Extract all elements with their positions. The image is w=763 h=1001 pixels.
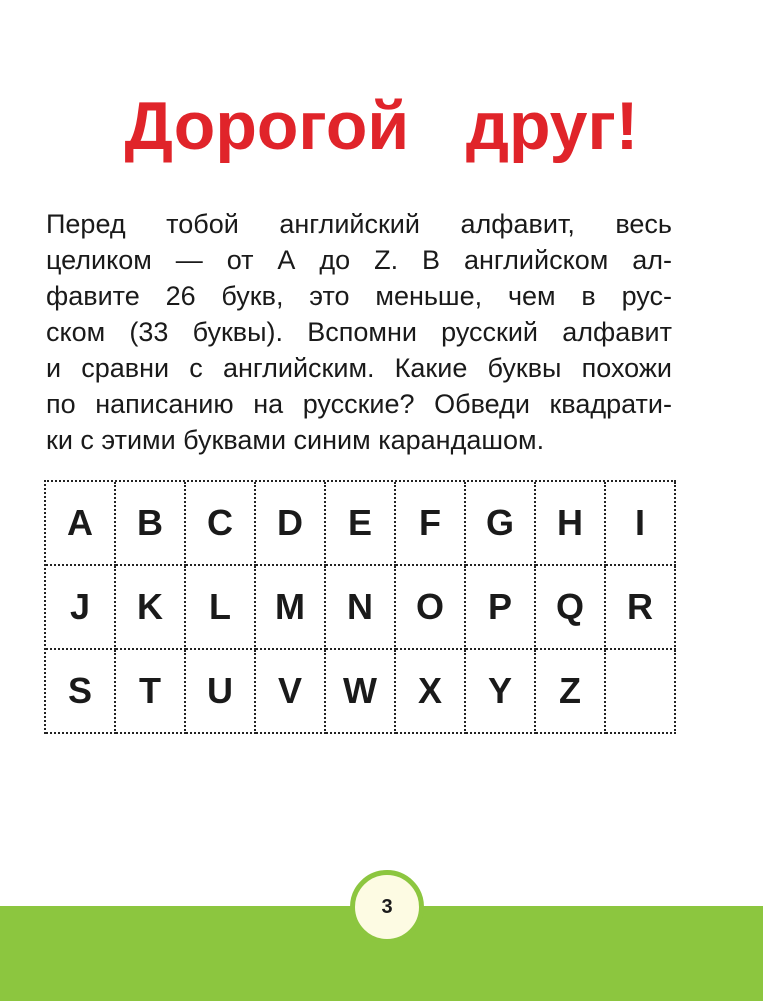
letter-cell-v[interactable]: V bbox=[256, 650, 326, 734]
letter-cell-s[interactable]: S bbox=[46, 650, 116, 734]
letter-cell-u[interactable]: U bbox=[186, 650, 256, 734]
letter-cell-f[interactable]: F bbox=[396, 482, 466, 566]
letter-cell-z[interactable]: Z bbox=[536, 650, 606, 734]
paragraph-line: Перед тобой английский алфавит, весь bbox=[46, 209, 672, 239]
page-title: Дорогой друг! bbox=[124, 88, 639, 164]
paragraph-line: и сравни с английским. Какие буквы похожи bbox=[46, 353, 672, 383]
letter-cell-b[interactable]: B bbox=[116, 482, 186, 566]
letter-cell-j[interactable]: J bbox=[46, 566, 116, 650]
letter-cell-e[interactable]: E bbox=[326, 482, 396, 566]
letter-cell-p[interactable]: P bbox=[466, 566, 536, 650]
letter-cell-h[interactable]: H bbox=[536, 482, 606, 566]
paragraph-line: ском (33 буквы). Вспомни русский алфавит bbox=[46, 317, 672, 347]
letter-cell-o[interactable]: O bbox=[396, 566, 466, 650]
letter-cell-y[interactable]: Y bbox=[466, 650, 536, 734]
page-number: 3 bbox=[381, 895, 393, 918]
letter-cell-x[interactable]: X bbox=[396, 650, 466, 734]
intro-paragraph bbox=[46, 206, 672, 458]
letter-cell-k[interactable]: K bbox=[116, 566, 186, 650]
paragraph-line: фавите 26 букв, это меньше, чем в рус- bbox=[46, 281, 672, 311]
letter-cell-q[interactable]: Q bbox=[536, 566, 606, 650]
paragraph-line: по написанию на русские? Обведи квадрати- bbox=[46, 389, 672, 419]
letter-cell-a[interactable]: A bbox=[46, 482, 116, 566]
empty-cell bbox=[606, 650, 676, 734]
page-number-badge bbox=[350, 870, 424, 944]
letter-cell-i[interactable]: I bbox=[606, 482, 676, 566]
letter-cell-t[interactable]: T bbox=[116, 650, 186, 734]
letter-cell-g[interactable]: G bbox=[466, 482, 536, 566]
letter-cell-r[interactable]: R bbox=[606, 566, 676, 650]
letter-cell-c[interactable]: C bbox=[186, 482, 256, 566]
letter-cell-n[interactable]: N bbox=[326, 566, 396, 650]
letter-cell-d[interactable]: D bbox=[256, 482, 326, 566]
paragraph-line: ки с этими буквами синим карандашом. bbox=[46, 425, 545, 455]
letter-cell-w[interactable]: W bbox=[326, 650, 396, 734]
letter-cell-m[interactable]: M bbox=[256, 566, 326, 650]
paragraph-line: целиком — от А до Z. В английском ал- bbox=[46, 245, 672, 275]
alphabet-grid bbox=[44, 480, 676, 734]
letter-cell-l[interactable]: L bbox=[186, 566, 256, 650]
